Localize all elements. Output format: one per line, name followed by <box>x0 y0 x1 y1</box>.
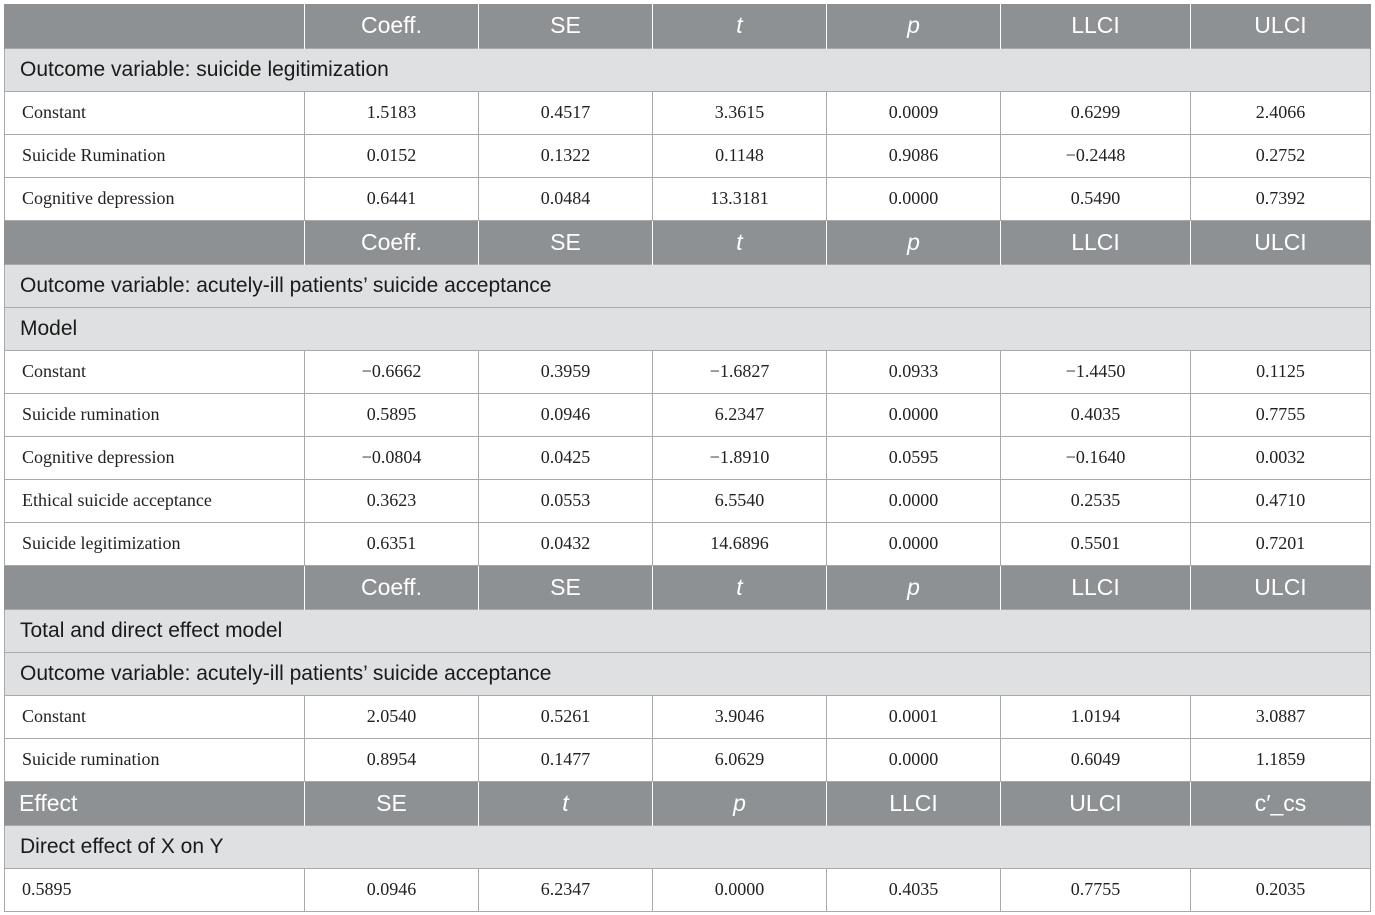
section-subtitle-row <box>5 652 1371 695</box>
table-cell: −1.4450 <box>1001 350 1191 393</box>
table-row <box>5 393 1371 436</box>
row-label: Constant <box>5 350 305 393</box>
table-cell: 0.4710 <box>1191 479 1371 522</box>
table-cell: 0.2752 <box>1191 134 1371 177</box>
column-header: SE <box>479 4 653 48</box>
table-cell: −1.6827 <box>653 350 827 393</box>
table-cell: 0.3959 <box>479 350 653 393</box>
table-cell: −0.1640 <box>1001 436 1191 479</box>
row-label: Suicide rumination <box>5 393 305 436</box>
table-cell: 0.7201 <box>1191 522 1371 565</box>
table-cell: 0.5490 <box>1001 177 1191 220</box>
column-header: ULCI <box>1191 220 1371 264</box>
table-cell: 0.0032 <box>1191 436 1371 479</box>
column-header: SE <box>305 781 479 825</box>
table-row <box>5 134 1371 177</box>
column-header: t <box>653 565 827 609</box>
section-title: Outcome variable: acutely-ill patients’ suicide acceptance <box>5 652 1371 695</box>
column-header <box>5 565 305 609</box>
section-title: Outcome variable: suicide legitimization <box>5 48 1371 91</box>
table-cell: 0.0933 <box>827 350 1001 393</box>
column-header: LLCI <box>1001 4 1191 48</box>
table-cell: 0.8954 <box>305 738 479 781</box>
section-title-row <box>5 48 1371 91</box>
row-label: Cognitive depression <box>5 177 305 220</box>
table-cell: 0.2535 <box>1001 479 1191 522</box>
table-cell: 6.0629 <box>653 738 827 781</box>
table-cell: −0.0804 <box>305 436 479 479</box>
table-row <box>5 436 1371 479</box>
regression-table <box>4 4 1371 912</box>
table-cell: 0.7755 <box>1191 393 1371 436</box>
column-header: p <box>827 220 1001 264</box>
section-title: Direct effect of X on Y <box>5 825 1371 868</box>
table-cell: 0.0432 <box>479 522 653 565</box>
table-cell: 0.0946 <box>479 393 653 436</box>
table-cell: 0.0000 <box>827 393 1001 436</box>
table-cell: 0.0001 <box>827 695 1001 738</box>
table-row <box>5 695 1371 738</box>
table-cell: 0.1322 <box>479 134 653 177</box>
column-header-row <box>5 781 1371 825</box>
table-cell: 6.5540 <box>653 479 827 522</box>
column-header: LLCI <box>1001 565 1191 609</box>
column-header: Coeff. <box>305 4 479 48</box>
table-cell: −0.6662 <box>305 350 479 393</box>
column-header: t <box>653 220 827 264</box>
section-title-row <box>5 825 1371 868</box>
column-header: t <box>479 781 653 825</box>
table-row <box>5 91 1371 134</box>
row-label: Suicide legitimization <box>5 522 305 565</box>
column-header: t <box>653 4 827 48</box>
table-cell: 0.7755 <box>1001 868 1191 911</box>
table-cell: 0.0000 <box>827 522 1001 565</box>
table-cell: 3.9046 <box>653 695 827 738</box>
table-row <box>5 350 1371 393</box>
table-cell: 0.0000 <box>653 868 827 911</box>
section-title: Outcome variable: acutely-ill patients’ suicide acceptance <box>5 264 1371 307</box>
table-cell: 0.0425 <box>479 436 653 479</box>
table-cell: 0.5895 <box>305 393 479 436</box>
table-cell: 2.0540 <box>305 695 479 738</box>
row-label: Cognitive depression <box>5 436 305 479</box>
table-cell: 0.0484 <box>479 177 653 220</box>
table-cell: 0.1125 <box>1191 350 1371 393</box>
column-header: LLCI <box>1001 220 1191 264</box>
table-cell: 0.9086 <box>827 134 1001 177</box>
column-header <box>5 4 305 48</box>
table-cell: 3.0887 <box>1191 695 1371 738</box>
table-row <box>5 177 1371 220</box>
table-cell: 14.6896 <box>653 522 827 565</box>
column-header: p <box>827 4 1001 48</box>
column-header: Effect <box>5 781 305 825</box>
table-cell: 0.6441 <box>305 177 479 220</box>
table-cell: 2.4066 <box>1191 91 1371 134</box>
table-cell: 0.6049 <box>1001 738 1191 781</box>
table-cell: 0.5261 <box>479 695 653 738</box>
table-cell: 0.4517 <box>479 91 653 134</box>
table-cell: 0.5895 <box>5 868 305 911</box>
column-header: ULCI <box>1191 565 1371 609</box>
section-title-row <box>5 609 1371 652</box>
table-cell: 0.0000 <box>827 177 1001 220</box>
table-cell: 0.1148 <box>653 134 827 177</box>
table-cell: 1.5183 <box>305 91 479 134</box>
column-header: SE <box>479 565 653 609</box>
row-label: Suicide rumination <box>5 738 305 781</box>
table-row <box>5 522 1371 565</box>
table-cell: 0.1477 <box>479 738 653 781</box>
table-cell: 0.0009 <box>827 91 1001 134</box>
section-subtitle-row <box>5 307 1371 350</box>
table-cell: 0.7392 <box>1191 177 1371 220</box>
column-header: Coeff. <box>305 220 479 264</box>
table-cell: 3.3615 <box>653 91 827 134</box>
table-cell: 0.0946 <box>305 868 479 911</box>
table-row <box>5 868 1371 911</box>
table-row <box>5 738 1371 781</box>
table-cell: 1.1859 <box>1191 738 1371 781</box>
column-header: SE <box>479 220 653 264</box>
section-title-row <box>5 264 1371 307</box>
column-header-row <box>5 220 1371 264</box>
row-label: Constant <box>5 91 305 134</box>
column-header: ULCI <box>1191 4 1371 48</box>
table-cell: −0.2448 <box>1001 134 1191 177</box>
table-cell: 13.3181 <box>653 177 827 220</box>
table-cell: 0.4035 <box>1001 393 1191 436</box>
column-header: c′_cs <box>1191 781 1371 825</box>
column-header <box>5 220 305 264</box>
table-cell: 0.6299 <box>1001 91 1191 134</box>
row-label: Suicide Rumination <box>5 134 305 177</box>
column-header: LLCI <box>827 781 1001 825</box>
table-cell: 0.3623 <box>305 479 479 522</box>
table-cell: 0.0000 <box>827 738 1001 781</box>
table-cell: 0.0000 <box>827 479 1001 522</box>
column-header: p <box>827 565 1001 609</box>
table-cell: 6.2347 <box>653 393 827 436</box>
table-cell: 0.2035 <box>1191 868 1371 911</box>
section-title: Total and direct effect model <box>5 609 1371 652</box>
column-header: ULCI <box>1001 781 1191 825</box>
table-cell: 0.5501 <box>1001 522 1191 565</box>
column-header-row <box>5 565 1371 609</box>
column-header: Coeff. <box>305 565 479 609</box>
row-label: Constant <box>5 695 305 738</box>
table-cell: 0.0152 <box>305 134 479 177</box>
table-cell: 1.0194 <box>1001 695 1191 738</box>
table-cell: 0.6351 <box>305 522 479 565</box>
table-cell: 0.0595 <box>827 436 1001 479</box>
section-title: Model <box>5 307 1371 350</box>
table-cell: −1.8910 <box>653 436 827 479</box>
table-row <box>5 479 1371 522</box>
column-header-row <box>5 4 1371 48</box>
table-cell: 0.4035 <box>827 868 1001 911</box>
table-cell: 0.0553 <box>479 479 653 522</box>
column-header: p <box>653 781 827 825</box>
table-cell: 6.2347 <box>479 868 653 911</box>
row-label: Ethical suicide acceptance <box>5 479 305 522</box>
